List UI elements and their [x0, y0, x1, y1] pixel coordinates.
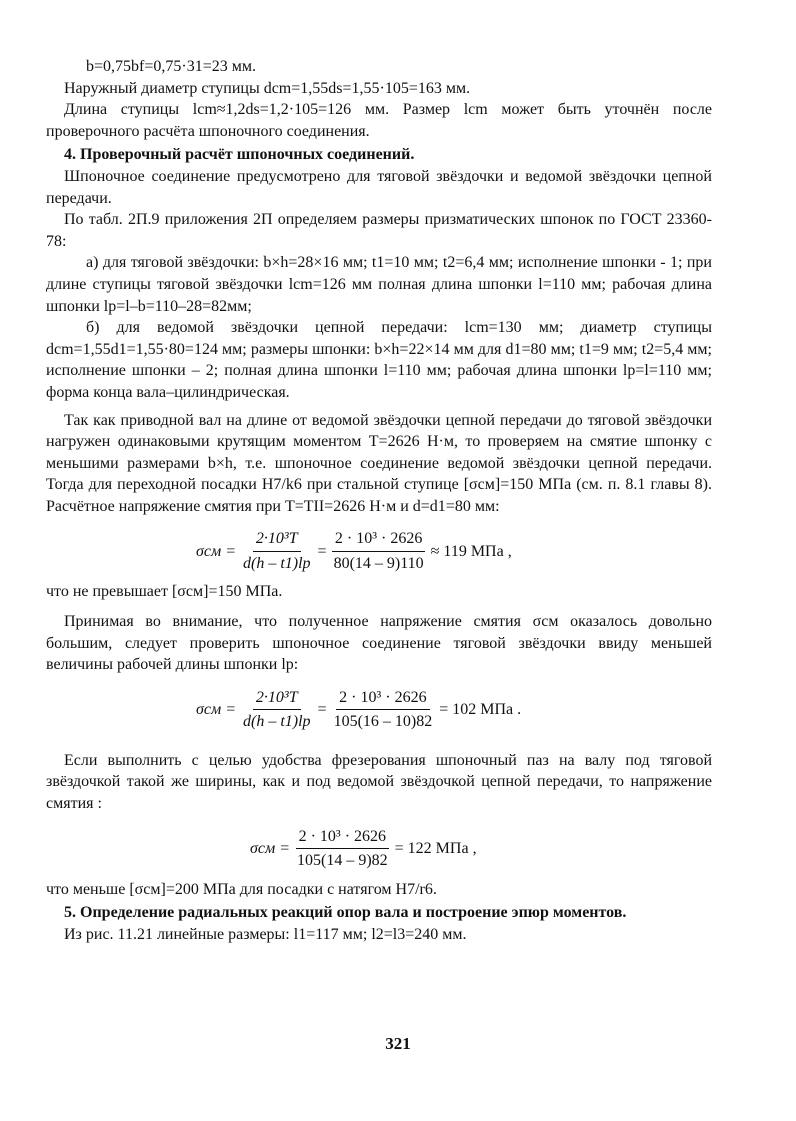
equals-sign: = [317, 701, 327, 719]
fraction [240, 687, 314, 733]
formula-1 [46, 523, 712, 579]
fraction [331, 528, 427, 574]
numerator: 2 · 10³ · 2626 [332, 528, 425, 552]
denominator: 80(14 – 9)110 [333, 554, 424, 572]
paragraph: что не превышает [σсм]=150 МПа. [46, 583, 283, 601]
paragraph: Принимая во внимание, что полученное напряжение смятия σсм оказалось довольно большим, следует проверить шпоночное соединение тяговой звёздочки ввиду меньшей величины рабочей длины шпонки lp: [46, 613, 712, 674]
fraction [240, 528, 314, 574]
text-line: Наружный диаметр ступицы dcm=1,55ds=1,55·105=163 мм. [64, 79, 471, 97]
paragraph: По табл. 2П.9 приложения 2П определяем размеры призматических шпонок по ГОСТ 23360-78: [46, 211, 712, 250]
denominator: d(h – t1)lp [243, 554, 311, 572]
paragraph: а) для тяговой звёздочки: b×h=28×16 мм; t1=10 мм; t2=6,4 мм; исполнение шпонки - 1; при длине ступицы тяговой звёздочки lcm=126 мм полная длина шпонки l=110 мм; рабочая длина шпонки lp=l–b=110–28=82мм; [46, 254, 712, 315]
formula-lhs: σсм = [196, 542, 236, 560]
section-heading-5: 5. Определение радиальных реакций опор вала и построение эпюр моментов. [64, 904, 627, 922]
denominator: 105(14 – 9)82 [297, 852, 388, 870]
paragraph: Из рис. 11.21 линейные размеры: l1=117 мм; l2=l3=240 мм. [64, 925, 467, 943]
paragraph: что меньше [σсм]=200 МПа для посадки с натягом H7/r6. [46, 880, 437, 898]
numerator: 2·10³T [253, 687, 301, 711]
paragraph: Если выполнить с целью удобства фрезерования шпоночный паз на валу под тяговой звёздочкой такой же ширины, как и под ведомой звёздочкой цепной передачи, то напряжение смятия : [46, 751, 712, 813]
formula-3 [46, 821, 712, 877]
text-line: b=0,75bf=0,75·31=23 мм. [86, 58, 256, 75]
formula-lhs: σсм = [196, 701, 236, 719]
numerator: 2 · 10³ · 2626 [296, 826, 389, 850]
paragraph: Длина ступицы lcm≈1,2ds=1,2·105=126 мм. Размер lcm может быть уточнён после проверочного расчёта шпоночного соединения. [46, 101, 712, 140]
denominator: d(h – t1)lp [243, 713, 311, 731]
formula-result: = 102 МПа . [439, 701, 522, 719]
section-heading-4: 4. Проверочный расчёт шпоночных соединений. [64, 146, 415, 164]
paragraph: Так как приводной вал на длине от ведомой звёздочки цепной передачи до тяговой звёздочки нагружен одинаковыми крутящим моментом T=2626 Н·м, то проверяем на смятие шпонку с меньшими размерами b×h, т.е. шпоночное соединение ведомой звёздочки цепной передачи. Тогда для переходной посадки H7/k6 при стальной ступице [σсм]=150 МПа (см. п. 8.1 главы 8). Расчётное напряжение смятия при T=TII=2626 Н·м и d=d1=80 мм: [46, 411, 712, 515]
document-page [46, 56, 712, 945]
fraction [331, 687, 436, 733]
numerator: 2·10³T [253, 528, 301, 552]
page-number: 321 [385, 1034, 411, 1053]
formula-2 [46, 682, 712, 738]
numerator: 2 · 10³ · 2626 [336, 687, 429, 711]
formula-result: ≈ 119 МПа , [430, 542, 512, 560]
paragraph: б) для ведомой звёздочки цепной передачи: lcm=130 мм; диаметр ступицы dcm=1,55d1=1,55·80=124 мм; размеры шпонки: b×h=22×14 мм для d1=80 мм; t1=9 мм; t2=5,4 мм; исполнение шпонки – 2; полная длина шпонки l=110 мм; рабочая длина шпонки lp=l=110 мм; форма конца вала–цилиндрическая. [46, 319, 712, 401]
formula-lhs: σсм = [250, 839, 290, 857]
denominator: 105(16 – 10)82 [333, 713, 433, 731]
formula-result: = 122 МПа , [394, 839, 477, 857]
paragraph: Шпоночное соединение предусмотрено для тяговой звёздочки и ведомой звёздочки цепной передачи. [46, 167, 712, 207]
equals-sign: = [317, 542, 327, 560]
fraction [294, 826, 391, 872]
